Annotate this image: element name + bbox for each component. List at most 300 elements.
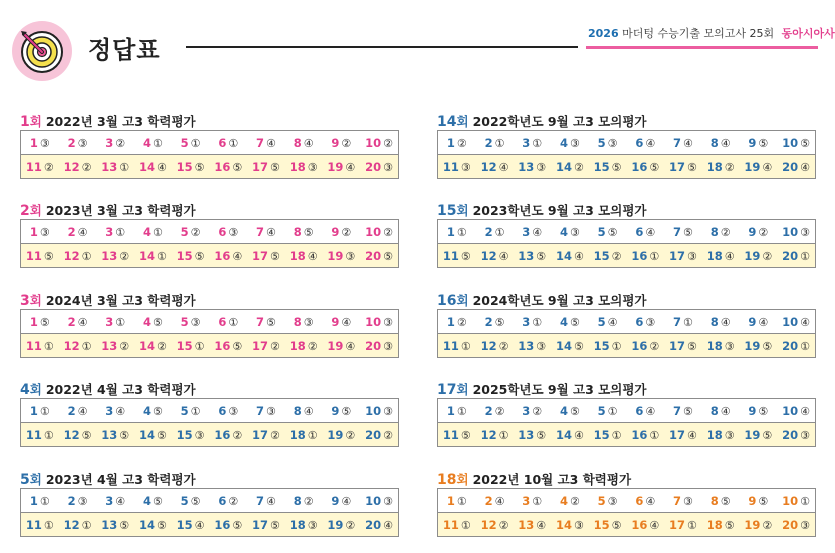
answer-cell [589,225,627,239]
answer-cell [172,160,210,174]
page-header [0,0,835,90]
question-number: 12 [63,248,80,263]
question-number: 11 [25,159,42,174]
answer-cell [476,518,514,532]
question-number: 17 [252,338,269,353]
question-number: 18 [706,248,723,263]
answer-choice: ④ [303,136,314,150]
answer-choice: ④ [607,315,618,329]
answer-choice: ⑤ [152,315,163,329]
question-number: 7 [673,224,682,239]
answer-cell [172,136,210,150]
answer-cell [513,339,551,353]
answer-cell [21,494,59,508]
answer-cell [551,225,589,239]
answer-choice: ② [498,518,509,532]
answer-choice: ③ [383,339,393,353]
question-number: 6 [218,403,227,418]
question-number: 16 [214,159,231,174]
exam-title [20,201,399,219]
question-number: 17 [669,338,686,353]
answer-cell [664,518,702,532]
question-number: 4 [559,135,568,150]
answer-choice: ① [683,315,693,329]
question-number: 14 [138,248,155,263]
answer-cell [96,136,134,150]
question-number: 2 [484,314,493,329]
answer-cell [247,315,285,329]
question-number: 20 [782,338,799,353]
question-number: 4 [559,314,568,329]
answer-choice: ① [152,225,163,239]
answer-table [20,309,399,358]
answer-choice: ① [494,225,505,239]
exam-title-text: 2022학년도 9월 고3 모의평가 [472,114,647,129]
exam-number: 3 [20,293,30,309]
answer-row [438,334,815,357]
answer-cell [59,404,97,418]
exam-hoe-label: 회 [29,114,42,129]
answer-choice: ② [498,339,509,353]
answer-row [21,244,398,267]
answer-choice: ⑤ [460,428,471,442]
answer-choice: ② [569,494,580,508]
answer-row [438,310,815,334]
answer-row [438,489,815,513]
question-number: 13 [101,517,118,532]
answer-choice: ④ [498,249,509,263]
publisher-name: 동아시아사 [781,27,835,40]
question-number: 13 [101,427,118,442]
exam-title-text: 2024학년도 9월 고3 모의평가 [472,293,647,308]
question-number: 3 [522,224,531,239]
answer-choice: ⑤ [607,225,618,239]
answer-row [438,155,815,178]
question-number: 3 [105,314,114,329]
question-number: 11 [442,517,459,532]
answer-cell [360,160,398,174]
answer-choice: ① [532,315,543,329]
answer-cell [513,136,551,150]
answer-cell [209,518,247,532]
exam-block [20,291,399,358]
answer-cell [438,494,476,508]
answer-cell [323,225,361,239]
answer-cell [21,518,59,532]
answer-cell [513,315,551,329]
answer-choice: ① [119,160,130,174]
answer-cell [134,518,172,532]
question-number: 19 [327,248,344,263]
answer-choice: ⑤ [270,518,280,532]
answer-row [438,244,815,267]
question-number: 15 [176,159,193,174]
answer-choice: ⑤ [758,136,769,150]
answer-choice: ③ [569,136,580,150]
exam-number: 1 [20,114,30,130]
answer-table [20,219,399,268]
answer-cell [551,404,589,418]
answer-choice: ② [43,160,54,174]
answer-choice: ② [119,249,130,263]
answer-cell [209,428,247,442]
exam-block [20,201,399,268]
answer-choice: ② [494,404,505,418]
answer-cell [702,225,740,239]
answer-choice: ② [383,428,393,442]
answer-choice: ④ [341,315,352,329]
answer-cell [96,225,134,239]
page-title: 정답표 [88,36,161,64]
answer-choice: ① [81,339,92,353]
question-number: 16 [631,159,648,174]
question-number: 16 [631,427,648,442]
answer-cell [285,428,323,442]
answer-cell [777,494,815,508]
answer-cell [626,225,664,239]
answer-choice: ① [81,518,92,532]
answer-choice: ④ [232,249,243,263]
answer-cell [777,404,815,418]
answer-choice: ① [687,518,697,532]
answer-cell [172,428,210,442]
question-number: 6 [635,224,644,239]
question-number: 13 [518,248,535,263]
answer-choice: ④ [345,339,356,353]
answer-cell [664,339,702,353]
answer-choice: ⑤ [190,494,201,508]
question-number: 15 [593,159,610,174]
answer-cell [626,494,664,508]
question-number: 2 [484,493,493,508]
answer-choice: ② [762,518,773,532]
answer-choice: ③ [569,225,580,239]
answer-choice: ③ [683,494,693,508]
answer-choice: ③ [383,494,393,508]
answer-cell [589,315,627,329]
answer-choice: ⑤ [39,315,50,329]
answer-choice: ⑤ [611,518,622,532]
answer-choice: ② [345,518,356,532]
exam-title [437,201,816,219]
answer-choice: ⑤ [270,160,280,174]
answer-choice: ③ [383,315,393,329]
answer-cell [323,315,361,329]
question-number: 9 [331,493,340,508]
exam-hoe-label: 회 [29,382,42,397]
answer-cell [134,315,172,329]
answer-cell [59,339,97,353]
question-number: 18 [289,517,306,532]
question-number: 13 [518,159,535,174]
answer-cell [589,136,627,150]
answer-cell [209,249,247,263]
answer-cell [360,494,398,508]
question-number: 6 [635,135,644,150]
question-number: 5 [597,314,606,329]
answer-choice: ④ [720,404,731,418]
answer-choice: ① [190,404,201,418]
question-number: 8 [710,224,719,239]
answer-table [437,398,816,447]
exam-hoe-label: 회 [29,293,42,308]
answer-choice: ⑤ [687,160,697,174]
answer-choice: ② [341,136,352,150]
answer-cell [626,136,664,150]
answer-choice: ③ [194,428,205,442]
subtitle-year: 2026 [588,27,619,40]
answer-cell [247,225,285,239]
answer-choice: ④ [156,160,167,174]
answer-cell [702,494,740,508]
answer-cell [551,339,589,353]
question-number: 12 [63,338,80,353]
question-number: 13 [518,427,535,442]
question-number: 5 [180,314,189,329]
answer-cell [664,249,702,263]
exam-hoe-label: 회 [456,203,469,218]
answer-choice: ④ [307,249,318,263]
answer-cell [626,315,664,329]
question-number: 10 [365,135,382,150]
answer-choice: ⑤ [569,404,580,418]
answer-cell [59,518,97,532]
question-number: 8 [710,493,719,508]
answer-row [21,155,398,178]
question-number: 18 [289,159,306,174]
question-number: 19 [744,248,761,263]
question-number: 4 [142,403,151,418]
question-number: 19 [744,517,761,532]
answer-cell [438,428,476,442]
question-number: 14 [555,427,572,442]
answer-cell [777,428,815,442]
answer-cell [134,136,172,150]
answer-choice: ① [152,136,163,150]
answer-choice: ③ [39,136,50,150]
question-number: 11 [442,159,459,174]
exam-title [437,112,816,130]
question-number: 20 [365,517,382,532]
question-number: 3 [522,135,531,150]
answer-cell [702,315,740,329]
answer-cell [777,249,815,263]
exam-block [437,470,816,537]
answer-choice: ① [43,339,54,353]
answer-choice: ② [156,339,167,353]
question-number: 11 [25,427,42,442]
answer-cell [513,249,551,263]
question-number: 11 [442,427,459,442]
answer-choice: ⑤ [800,136,810,150]
answer-cell [247,494,285,508]
answer-cell [323,249,361,263]
answer-choice: ③ [303,315,314,329]
answer-choice: ③ [536,339,547,353]
question-number: 4 [142,314,151,329]
answer-cell [626,404,664,418]
answer-cell [476,249,514,263]
answer-cell [323,339,361,353]
answer-choice: ④ [341,494,352,508]
question-number: 9 [331,224,340,239]
answer-choice: ② [573,160,584,174]
answer-choice: ④ [77,315,88,329]
answer-cell [21,339,59,353]
answer-choice: ④ [303,404,314,418]
question-number: 3 [105,224,114,239]
answer-choice: ④ [758,315,769,329]
answer-cell [134,160,172,174]
answer-choice: ① [800,494,810,508]
answer-cell [134,494,172,508]
answer-choice: ③ [383,160,393,174]
exam-number: 4 [20,382,30,398]
answer-cell [476,160,514,174]
answer-cell [551,249,589,263]
title-rule [186,46,578,48]
question-number: 12 [480,427,497,442]
answer-cell [740,339,778,353]
question-number: 6 [218,314,227,329]
answer-choice: ⑤ [649,160,660,174]
answer-cell [323,494,361,508]
answer-row [21,131,398,155]
answer-choice: ⑤ [762,339,773,353]
question-number: 6 [218,224,227,239]
answer-cell [551,136,589,150]
question-number: 16 [214,338,231,353]
exam-title [437,380,816,398]
question-number: 5 [597,403,606,418]
question-number: 1 [29,314,38,329]
answer-cell [702,249,740,263]
question-number: 10 [782,403,799,418]
exam-title-text: 2023년 4월 고3 학력평가 [45,472,196,487]
answer-cell [172,249,210,263]
answer-cell [513,428,551,442]
exam-hoe-label: 회 [456,472,469,487]
question-number: 12 [63,159,80,174]
answer-cell [740,404,778,418]
answer-choice: ③ [460,160,471,174]
answer-cell [285,315,323,329]
question-number: 15 [593,517,610,532]
answer-cell [21,160,59,174]
question-number: 17 [669,517,686,532]
answer-choice: ② [270,339,280,353]
answer-row [438,399,815,423]
answer-choice: ① [39,404,50,418]
answer-choice: ① [532,136,543,150]
answer-cell [96,404,134,418]
answer-choice: ② [383,225,393,239]
answer-choice: ③ [687,249,697,263]
question-number: 10 [782,224,799,239]
answer-cell [777,315,815,329]
question-number: 20 [782,517,799,532]
answer-cell [96,428,134,442]
answer-cell [702,136,740,150]
answer-choice: ⑤ [383,249,393,263]
answer-cell [626,160,664,174]
exam-title-text: 2022년 4월 고3 학력평가 [45,382,196,397]
answer-cell [323,518,361,532]
answer-cell [360,428,398,442]
answer-choice: ④ [266,494,276,508]
answer-choice: ⑤ [460,249,471,263]
answer-cell [209,160,247,174]
answer-choice: ① [611,339,622,353]
answer-cell [476,225,514,239]
question-number: 8 [293,403,302,418]
answer-cell [551,428,589,442]
answer-cell [740,428,778,442]
question-number: 7 [256,314,265,329]
answer-choice: ③ [607,494,618,508]
question-number: 9 [748,135,757,150]
answer-choice: ⑤ [232,160,243,174]
answer-cell [740,494,778,508]
answer-cell [59,225,97,239]
answer-cell [285,249,323,263]
answer-choice: ⑤ [762,428,773,442]
question-number: 11 [25,338,42,353]
answer-choice: ① [800,249,810,263]
question-number: 8 [293,493,302,508]
question-number: 13 [101,159,118,174]
question-number: 17 [252,517,269,532]
question-number: 9 [748,493,757,508]
question-number: 16 [214,248,231,263]
answer-choice: ④ [494,494,505,508]
answer-cell [476,315,514,329]
answer-cell [247,518,285,532]
answer-choice: ① [228,136,239,150]
answer-choice: ⑤ [341,404,352,418]
question-number: 5 [180,135,189,150]
answer-choice: ① [81,249,92,263]
answer-cell [777,518,815,532]
question-number: 4 [559,493,568,508]
question-number: 19 [327,517,344,532]
answer-cell [777,136,815,150]
answer-cell [21,428,59,442]
question-number: 1 [446,135,455,150]
question-number: 4 [559,224,568,239]
question-number: 2 [484,224,493,239]
answer-choice: ② [532,404,543,418]
question-number: 17 [252,427,269,442]
question-number: 13 [518,517,535,532]
answer-cell [702,518,740,532]
exam-number: 15 [437,203,457,219]
question-number: 5 [597,224,606,239]
answer-cell [96,518,134,532]
question-number: 3 [105,403,114,418]
question-number: 10 [782,314,799,329]
answer-choice: ① [115,225,126,239]
answer-cell [209,494,247,508]
question-number: 1 [446,403,455,418]
answer-cell [664,494,702,508]
answer-cell [59,315,97,329]
exam-number: 5 [20,472,30,488]
question-number: 10 [365,493,382,508]
answer-cell [172,339,210,353]
answer-choice: ⑤ [569,315,580,329]
exam-block [437,112,816,179]
